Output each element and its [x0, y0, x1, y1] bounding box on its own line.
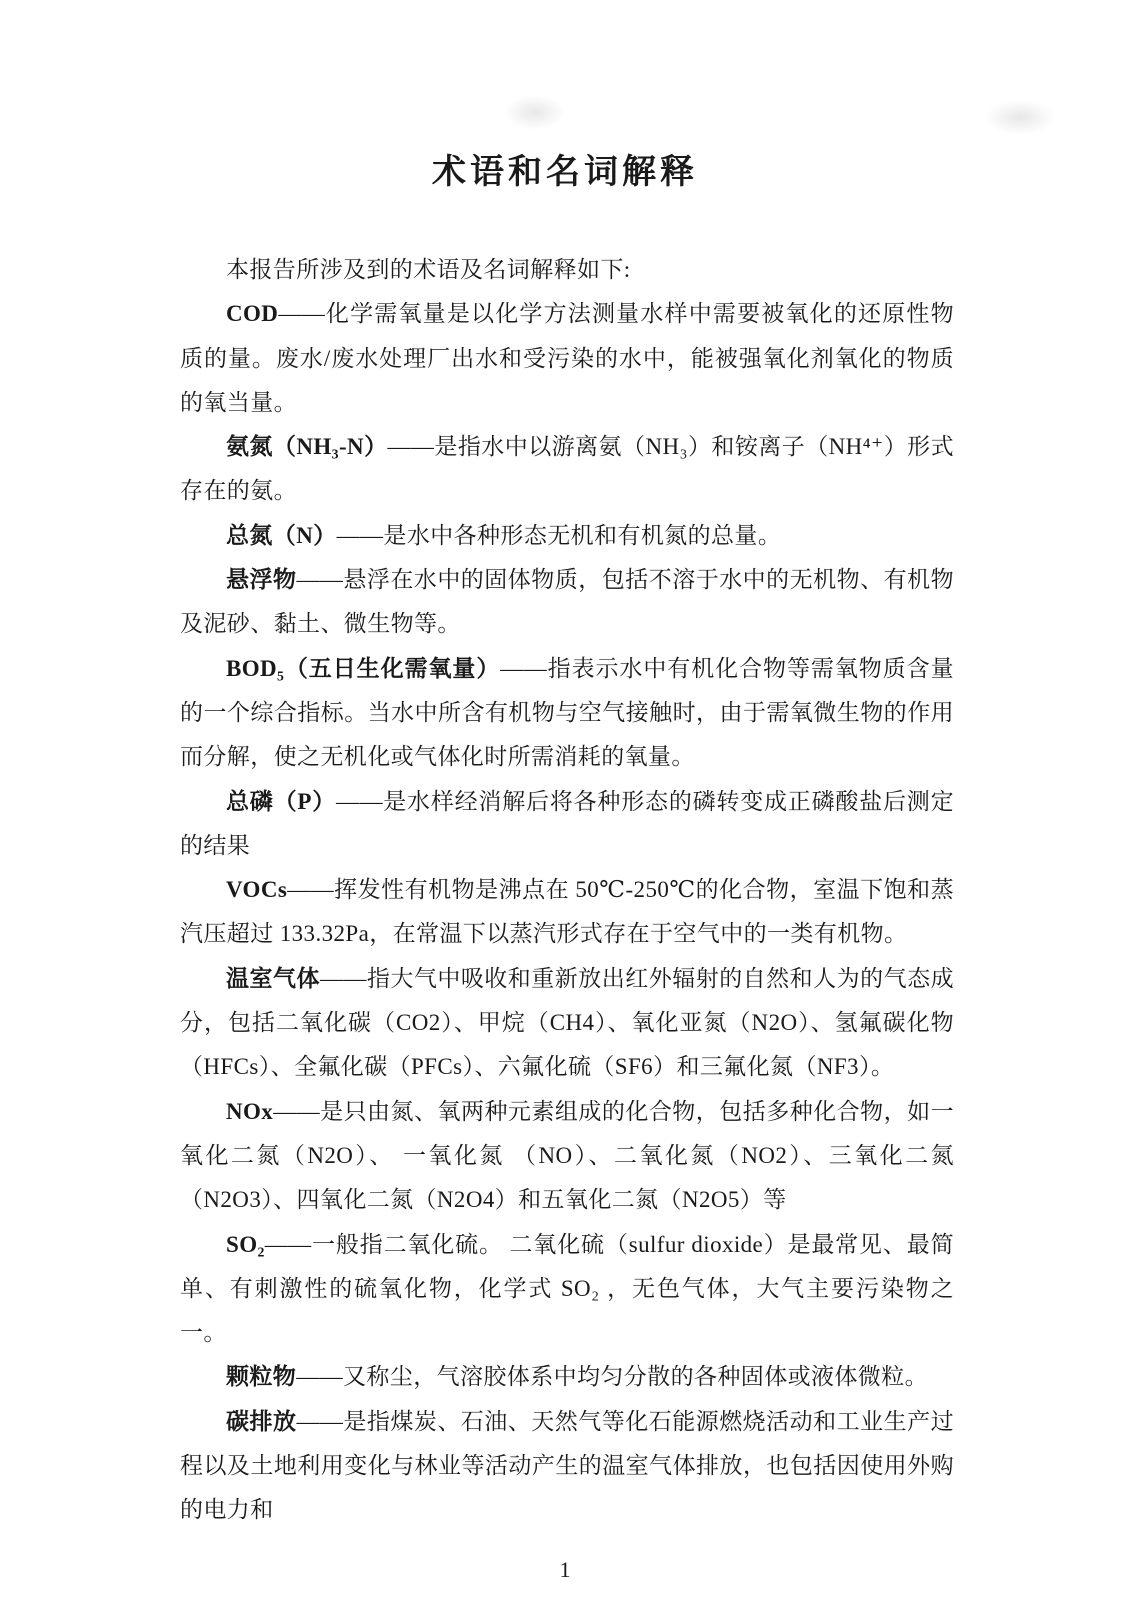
term-paragraph-nox — [180, 1090, 954, 1223]
term-paragraph-total-phosphorus — [180, 780, 954, 869]
intro-text: 本报告所涉及到的术语及名词解释如下: — [226, 257, 631, 282]
term-definition: ——是指水中以游离氨（NH₃）和铵离子（NH⁴⁺）形式存在的氨。 — [180, 434, 954, 504]
term-name: COD — [226, 301, 279, 327]
term-definition: ——是水中各种形态无机和有机氮的总量。 — [336, 522, 782, 548]
term-paragraph-cod — [180, 292, 954, 425]
term-name: 温室气体 — [226, 965, 320, 991]
term-paragraph-suspended-solids — [180, 558, 954, 647]
term-paragraph-particulate-matter — [180, 1355, 954, 1399]
term-definition: ——又称尘，气溶胶体系中均匀分散的各种固体或液体微粒。 — [296, 1364, 929, 1390]
term-definition: ——一般指二氧化硫。 二氧化硫（sulfur dioxide）是最常见、最简单、有刺激性的硫氧化物，化学式 SO₂ ，无色气体，大气主要污染物之一。 — [180, 1231, 954, 1346]
term-name: 氨氮（NH₃-N） — [226, 434, 388, 460]
term-name: 总氮（N） — [226, 522, 337, 548]
term-name: BOD₅（五日生化需氧量） — [226, 655, 501, 681]
intro-paragraph — [180, 248, 954, 292]
term-paragraph-bod5 — [180, 647, 954, 780]
term-paragraph-so2 — [180, 1223, 954, 1356]
glossary-body — [180, 248, 954, 1533]
term-name: 悬浮物 — [226, 567, 297, 593]
page-title: 术语和名词解释 — [432, 154, 698, 191]
term-name: 总磷（P） — [226, 788, 337, 814]
term-definition: ——指表示水中有机化合物等需氧物质含量的一个综合指标。当水中所含有机物与空气接触时，由于需氧微生物的作用而分解，使之无机化或气体化时所需消耗的氧量。 — [180, 655, 954, 770]
term-paragraph-ammonia-nitrogen — [180, 425, 954, 514]
term-definition: ——化学需氧量是以化学方法测量水样中需要被氧化的还原性物质的量。废水/废水处理厂出水和受污染的水中，能被强氧化剂氧化的物质的氧当量。 — [180, 301, 954, 415]
term-definition: ——是水样经消解后将各种形态的磷转变成正磷酸盐后测定的结果 — [180, 788, 954, 858]
term-definition: ——是只由氮、氧两种元素组成的化合物，包括多种化合物，如一氧化二氮（N2O）、 一氧化氮 （NO）、二氧化氮（NO2）、三氧化二氮（N2O3）、四氧化二氮（N2O4）和五氧化二氮（N2O5）等 — [180, 1098, 954, 1213]
term-name: VOCs — [226, 877, 288, 903]
term-paragraph-carbon-emission — [180, 1400, 954, 1533]
term-name: NOx — [226, 1098, 274, 1124]
term-name: SO₂ — [226, 1231, 265, 1257]
term-definition: ——是指煤炭、石油、天然气等化石能源燃烧活动和工业生产过程以及土地利用变化与林业等活动产生的温室气体排放，也包括因使用外购的电力和 — [180, 1408, 954, 1523]
term-definition: ——指大气中吸收和重新放出红外辐射的自然和人为的气态成分，包括二氧化碳（CO2）、甲烷（CH4）、氧化亚氮（N2O）、氢氟碳化物（HFCs）、全氟化碳（PFCs）、六氟化硫（SF6）和三氟化氮（NF3）。 — [180, 965, 954, 1080]
term-paragraph-total-nitrogen — [180, 514, 954, 558]
scan-artifact — [985, 100, 1055, 135]
scan-artifact — [505, 95, 565, 130]
term-paragraph-vocs — [180, 868, 954, 957]
term-name: 碳排放 — [226, 1408, 297, 1434]
term-definition: ——悬浮在水中的固体物质，包括不溶于水中的无机物、有机物及泥砂、黏土、微生物等。 — [180, 567, 954, 637]
page-number: 1 — [559, 1556, 571, 1582]
term-name: 颗粒物 — [226, 1364, 297, 1390]
term-definition: ——挥发性有机物是沸点在 50℃-250℃的化合物，室温下饱和蒸汽压超过 133.32Pa，在常温下以蒸汽形式存在于空气中的一类有机物。 — [180, 877, 954, 947]
term-paragraph-greenhouse-gas — [180, 957, 954, 1090]
